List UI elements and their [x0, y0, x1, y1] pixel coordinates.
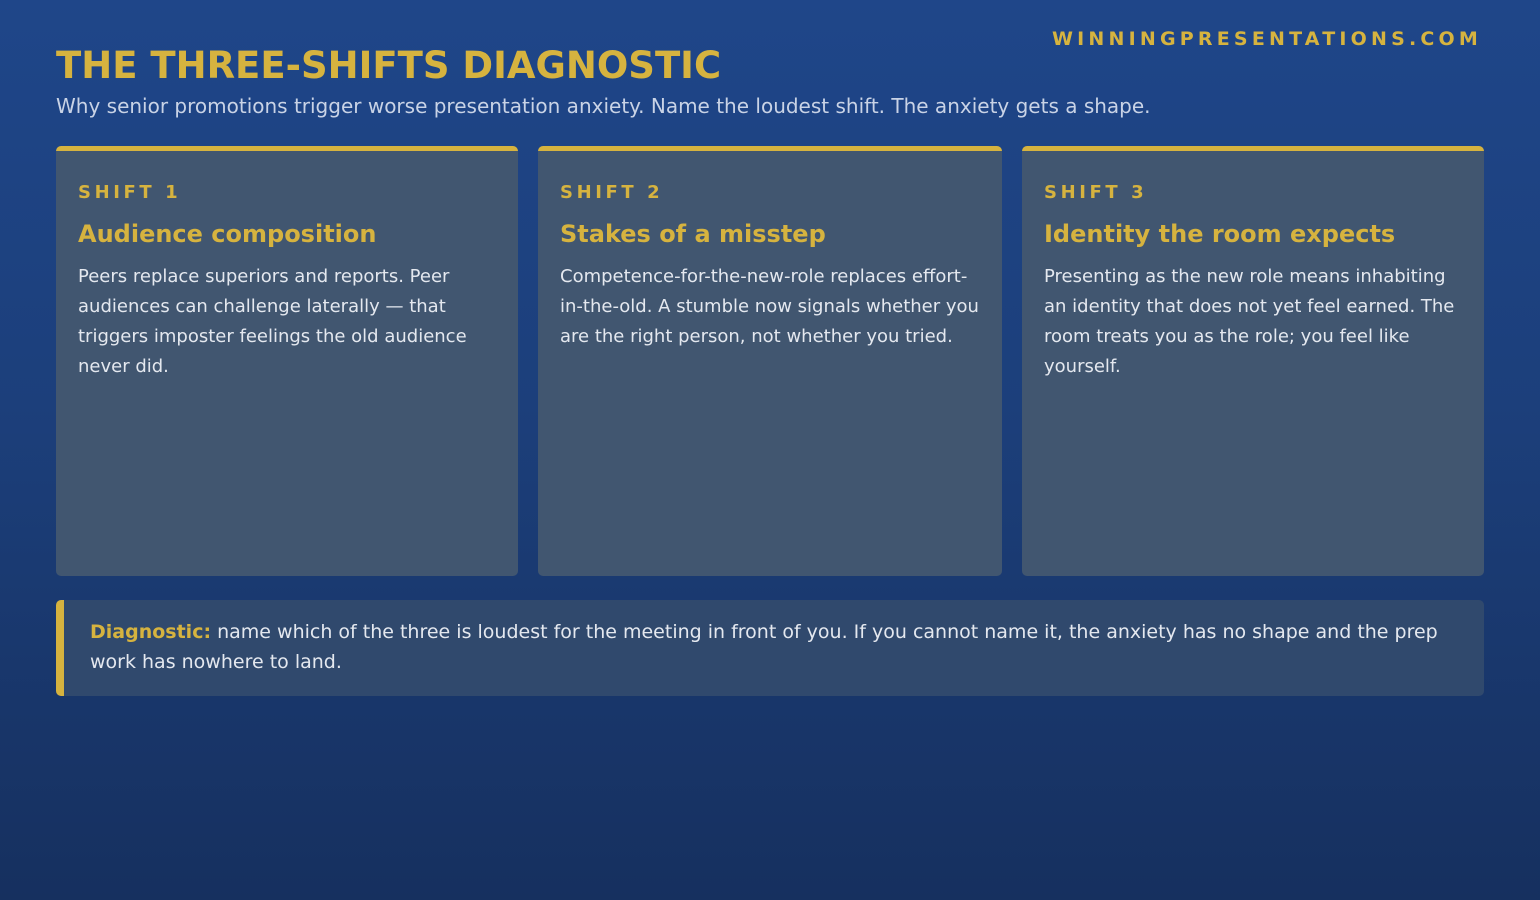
- shift-card-label: SHIFT 1: [78, 182, 182, 203]
- page-subtitle: Why senior promotions trigger worse presentation anxiety. Name the loudest shift. The anxiety gets a shape.: [56, 94, 1151, 118]
- page-title: THE THREE-SHIFTS DIAGNOSTIC: [56, 44, 722, 87]
- shift-card-body: Presenting as the new role means inhabiting an identity that does not yet feel earned. The room treats you as the role; you feel like yourself.: [1044, 266, 1455, 377]
- shift-card-2: [538, 146, 1002, 576]
- shift-card-body: Competence-for-the-new-role replaces effort-in-the-old. A stumble now signals whether you are the right person, not whether you tried.: [560, 266, 979, 347]
- diagnostic-callout-text: [90, 617, 1454, 677]
- shift-card-heading: Stakes of a misstep: [560, 220, 826, 248]
- diagnostic-callout-body: name which of the three is loudest for the meeting in front of you. If you cannot name it, the anxiety has no shape and the prep work has nowhere to land.: [90, 621, 1438, 673]
- shift-card-label: SHIFT 2: [560, 182, 664, 203]
- shift-card-body: Peers replace superiors and reports. Peer audiences can challenge laterally — that triggers imposter feelings the old audience never did.: [78, 266, 467, 377]
- shift-card-heading: Identity the room expects: [1044, 220, 1396, 248]
- diagnostic-callout-label: Diagnostic:: [90, 621, 212, 643]
- shift-card-label: SHIFT 3: [1044, 182, 1148, 203]
- shift-cards: [56, 146, 1484, 576]
- shift-card-1: [56, 146, 518, 576]
- shift-card-heading: Audience composition: [78, 220, 377, 248]
- brand-wordmark: WINNINGPRESENTATIONS.COM: [1052, 28, 1482, 50]
- diagnostic-callout: [56, 600, 1484, 696]
- shift-card-3: [1022, 146, 1484, 576]
